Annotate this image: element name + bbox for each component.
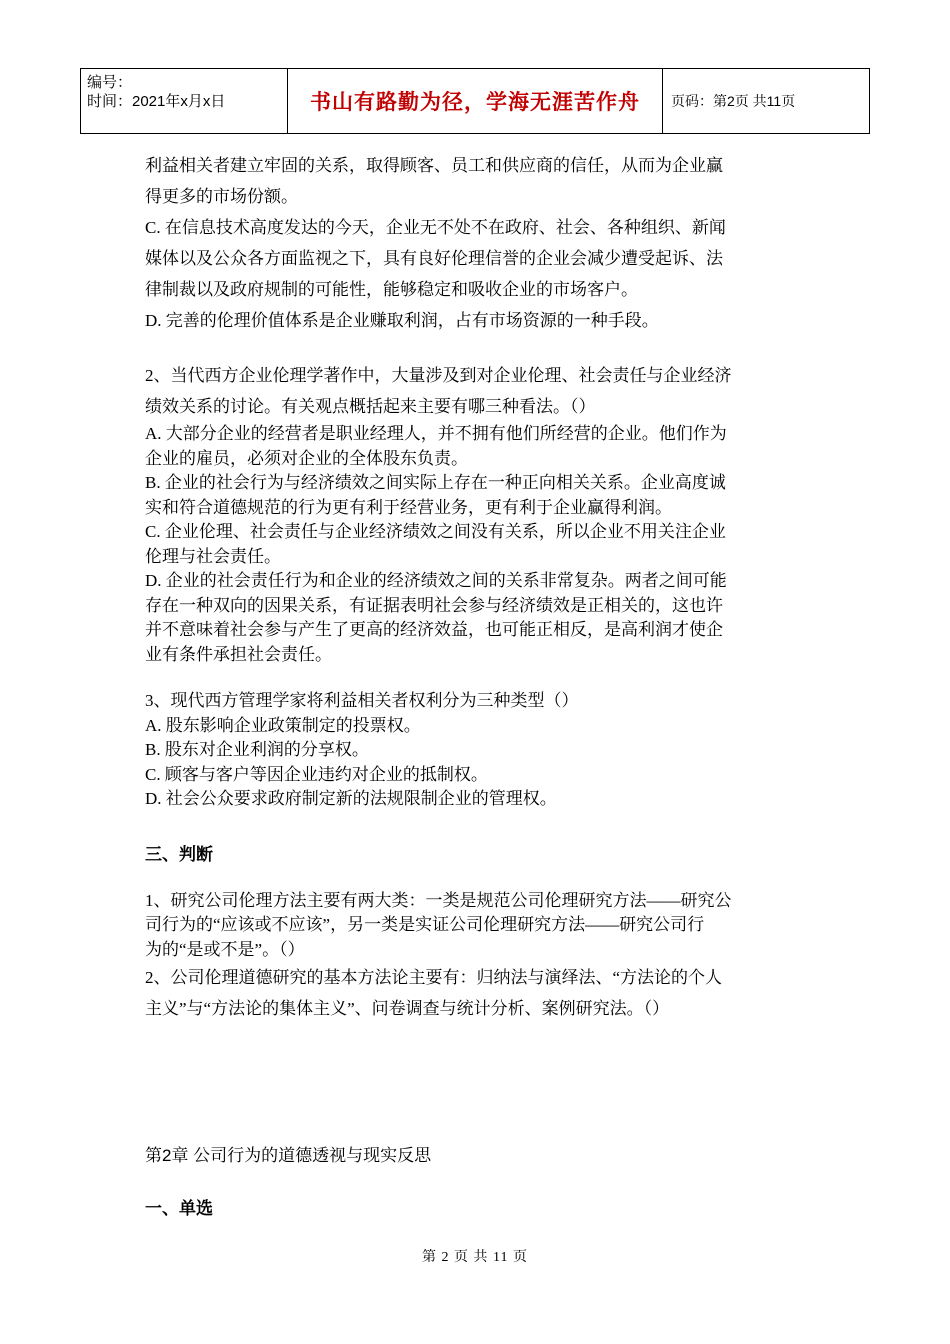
header-motto: 书山有路勤为径，学海无涯苦作舟 [310, 91, 640, 114]
paragraph-continuation [145, 150, 810, 336]
footer-page-number: 第 2 页 共 11 页 [422, 1250, 528, 1265]
text-line: 企业的雇员，必须对企业的全体股东负责。 [145, 448, 468, 468]
document-number-label: 编号： [87, 74, 133, 91]
header-page-label: 页码：第2页 共11页 [671, 93, 796, 109]
judge-question-1 [145, 889, 810, 963]
text-line: 绩效关系的讨论。有关观点概括起来主要有哪三种看法。（） [145, 397, 596, 416]
section-heading-judge: 三、判断 [145, 844, 213, 864]
text-line: B. 企业的社会行为与经济绩效之间实际上存在一种正向相关关系。企业高度诚 [145, 473, 726, 492]
text-line: D. 社会公众要求政府制定新的法规限制企业的管理权。 [145, 789, 557, 808]
text-line: D. 完善的伦理价值体系是企业赚取利润，占有市场资源的一种手段。 [145, 311, 659, 330]
text-line: A. 股东影响企业政策制定的投票权。 [145, 715, 421, 735]
header-page-cell [663, 69, 870, 134]
text-line: 媒体以及公众各方面监视之下，具有良好伦理信誉的企业会减少遭受起诉、法 [145, 249, 723, 268]
text-line: 并不意味着社会参与产生了更高的经济效益，也可能正相反，是高利润才使企 [145, 620, 723, 639]
header-motto-cell [288, 69, 663, 134]
text-line: 业有条件承担社会责任。 [145, 644, 332, 664]
text-line: 得更多的市场份额。 [145, 187, 298, 206]
text-line: C. 企业伦理、社会责任与企业经济绩效之间没有关系，所以企业不用关注企业 [145, 522, 726, 541]
page-footer [0, 1246, 950, 1266]
section-heading-single-choice: 一、单选 [145, 1199, 213, 1218]
text-line: 实和符合道德规范的行为更有利于经营业务，更有利于企业赢得利润。 [145, 497, 672, 517]
page-header [80, 68, 870, 134]
text-line: C. 顾客与客户等因企业违约对企业的抵制权。 [145, 764, 488, 784]
text-line: 为的“是或不是”。（） [145, 939, 305, 959]
text-line: 司行为的“应该或不应该”，另一类是实证公司伦理研究方法——研究公司行 [145, 915, 705, 934]
question-2-title [145, 360, 810, 422]
text-line: A. 大部分企业的经营者是职业经理人，并不拥有他们所经营的企业。他们作为 [145, 424, 727, 443]
judge-question-2 [145, 962, 810, 1024]
chapter-title: 第2章 公司行为的道德透视与现实反思 [145, 1146, 432, 1165]
text-line: D. 企业的社会责任行为和企业的经济绩效之间的关系非常复杂。两者之间可能 [145, 571, 727, 590]
text-line: 2、公司伦理道德研究的基本方法论主要有：归纳法与演绎法、“方法论的个人 [145, 968, 723, 987]
text-line: 2、当代西方企业伦理学著作中，大量涉及到对企业伦理、社会责任与企业经济 [145, 366, 732, 385]
text-line: 3、现代西方管理学家将利益相关者权利分为三种类型（） [145, 691, 579, 710]
question-3 [145, 689, 810, 812]
text-line: 律制裁以及政府规制的可能性，能够稳定和吸收企业的市场客户。 [145, 280, 638, 299]
text-line: 1、研究公司伦理方法主要有两大类：一类是规范公司伦理研究方法——研究公 [145, 890, 732, 910]
text-line: C. 在信息技术高度发达的今天，企业无不处不在政府、社会、各种组织、新闻 [145, 218, 726, 237]
header-meta-cell [81, 69, 288, 134]
text-line: 主义”与“方法论的集体主义”、问卷调查与统计分析、案例研究法。（） [145, 999, 670, 1018]
text-line: 利益相关者建立牢固的关系，取得顾客、员工和供应商的信任，从而为企业赢 [145, 156, 723, 175]
document-date-label: 时间：2021年x月x日 [87, 93, 226, 110]
text-line: 存在一种双向的因果关系，有证据表明社会参与经济绩效是正相关的，这也许 [145, 595, 723, 615]
text-line: 伦理与社会责任。 [145, 546, 281, 566]
document-body [145, 150, 810, 1219]
question-2-options [145, 422, 810, 667]
text-line: B. 股东对企业利润的分享权。 [145, 740, 369, 759]
